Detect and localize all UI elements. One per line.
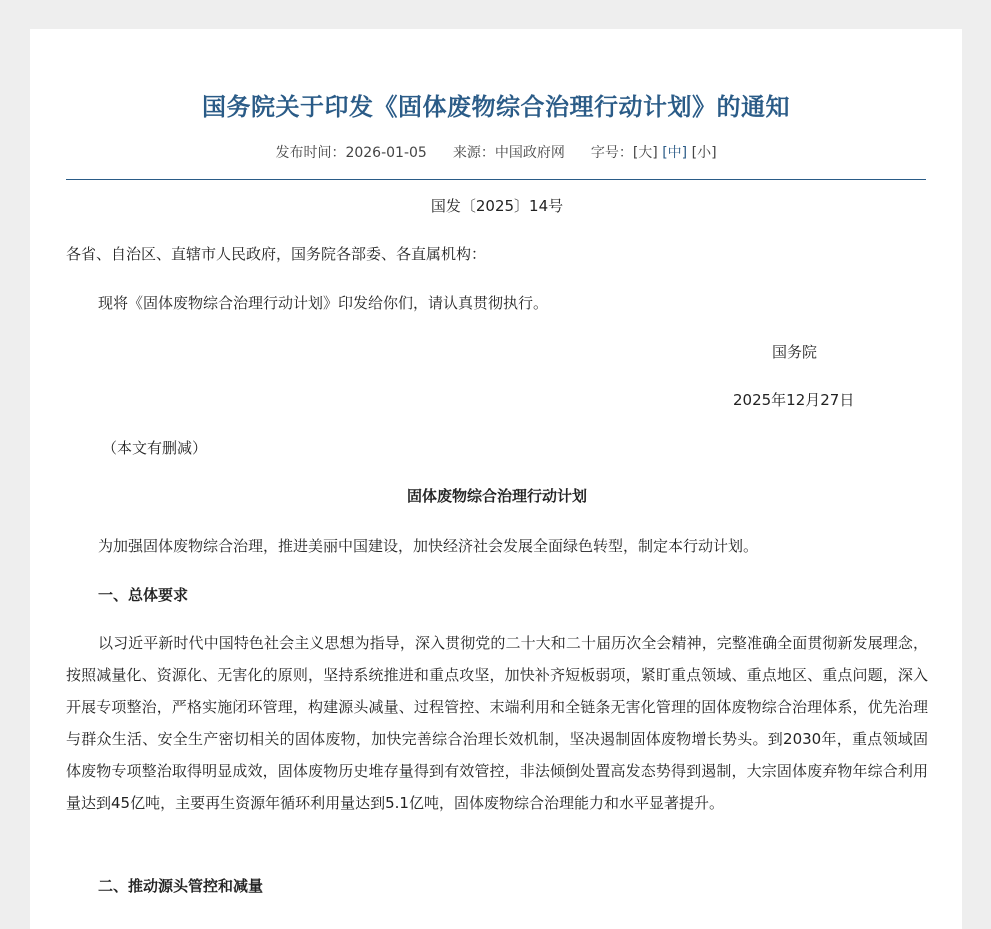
- section-1-heading: 一、总体要求: [98, 586, 189, 604]
- title-divider: [66, 179, 926, 180]
- section-1-body: 以习近平新时代中国特色社会主义思想为指导，深入贯彻党的二十大和二十届历次全会精神，完整准确全面贯彻新发展理念，按照减量化、资源化、无害化的原则，坚持系统推进和重点攻坚，加快补齐短板弱项，紧盯重点领域、重点地区、重点问题，深入开展专项整治，严格实施闭环管理，构建源头减量、过程管控、末端利用和全链条无害化管理的固体废物综合治理体系，优先治理与群众生活、安全生产密切相关的固体废物，加快完善综合治理长效机制，坚决遏制固体废物增长势头。到2030年，重点领域固体废物专项整治取得明显成效，固体废物历史堆存量得到有效管控，非法倾倒处置高发态势得到遏制，大宗固体废弃物年综合利用量达到45亿吨，主要再生资源年循环利用量达到5.1亿吨，固体废物综合治理能力和水平显著提升。: [66, 634, 928, 812]
- source-value: 中国政府网: [494, 145, 565, 161]
- intro-paragraph: 为加强固体废物综合治理，推进美丽中国建设，加快经济社会发展全面绿色转型，制定本行动计划。: [98, 537, 759, 555]
- article-page: [30, 29, 962, 929]
- publish-date-value: 2026-01-05: [345, 145, 427, 161]
- source-label: 来源：: [452, 145, 495, 161]
- article-title: 国务院关于印发《固体废物综合治理行动计划》的通知: [202, 93, 790, 121]
- section-2-heading: 二、推动源头管控和减量: [98, 877, 264, 895]
- publish-date-label: 发布时间：: [275, 145, 346, 161]
- article-meta: [30, 143, 962, 163]
- document-number: 国发〔2025〕14号: [430, 197, 564, 215]
- font-size-medium-link[interactable]: [中]: [662, 145, 688, 161]
- issue-date: 2025年12月27日: [733, 391, 855, 409]
- abridged-note: （本文有删减）: [102, 439, 208, 457]
- font-size-label: 字号：: [590, 145, 633, 161]
- notice-paragraph: 现将《固体废物综合治理行动计划》印发给你们，请认真贯彻执行。: [98, 294, 549, 312]
- plan-title: 固体废物综合治理行动计划: [406, 487, 587, 505]
- salutation: 各省、自治区、直辖市人民政府，国务院各部委、各直属机构：: [66, 245, 487, 263]
- issuer-signature: 国务院: [772, 343, 818, 361]
- font-size-large-link[interactable]: [大]: [632, 145, 658, 161]
- font-size-small-link[interactable]: [小]: [691, 145, 717, 161]
